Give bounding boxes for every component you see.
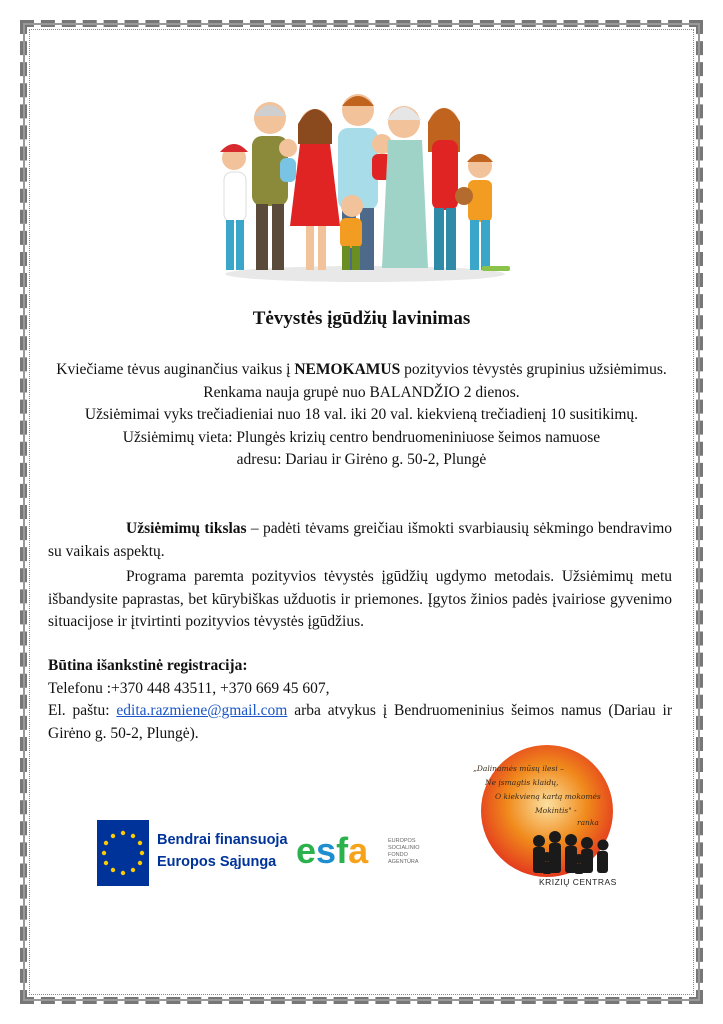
esfa-small-4: AGENTŪRA — [388, 859, 419, 865]
eu-line-1: Bendrai finansuoja — [157, 832, 288, 848]
crisis-quote-2: Ne įsmagtis klaidų, — [485, 778, 559, 787]
intro-line-1: Kviečiame tėvus auginančius vaikus į NEMOKAMUS pozityvios tėvystės grupinius užsiėmimus. — [56, 361, 667, 378]
registration-email-line: El. paštu: edita.razmiene@gmail.com arba atvykus į Bendruomeninius šeimos namus (Dariau ir Girėno g. 50-2, Plungė). — [48, 702, 672, 742]
page-title: Tėvystės įgūdžių lavinimas — [252, 308, 471, 329]
eu-line-2: Europos Sąjunga — [157, 854, 277, 870]
eu-cofunded-logo — [97, 820, 288, 886]
program-text: Programa paremta pozityvios tėvystės įgūdžių ugdymo metodais. Užsiėmimų metu išbandysite paprastas, bet kūrybiškas užduotis ir priemones. Įgytos žinios padės įvairiose gyvenimo situacijose ir įtvirtinti pozityvios tėvystės įgūdžius. — [48, 568, 672, 630]
family-illustration — [212, 88, 518, 284]
esfa-wordmark: esfa — [296, 830, 369, 871]
intro-line-5: adresu: Dariau ir Girėno g. 50-2, Plungė — [236, 451, 487, 468]
registration-heading: Būtina išankstinė registracija: — [48, 657, 248, 674]
crisis-quote-5: ranka — [577, 818, 599, 827]
goal-text: – padėti tėvams greičiau išmokti svarbiausių sėkmingo bendravimo su vaikais aspektų. — [48, 520, 673, 560]
intro-line-2: Renkama nauja grupė nuo BALANDŽIO 2 dienos. — [203, 383, 520, 401]
registration-phone: Telefonu :+370 448 43511, +370 669 45 607, — [48, 679, 330, 697]
goal-label: Užsiėmimų tikslas — [126, 520, 247, 537]
email-link[interactable]: edita.razmiene@gmail.com — [116, 702, 288, 719]
goal-paragraph — [48, 518, 672, 563]
intro-line-4: Užsiėmimų vieta: Plungės krizių centro bendruomeniniuose šeimos namuose — [122, 428, 601, 446]
crisis-center-logo — [455, 745, 635, 893]
intro-line-3: Užsiėmimai vyks trečiadieniai nuo 18 val. iki 20 val. kiekvieną trečiadienį 10 susitikimų. — [84, 406, 639, 423]
intro-block — [48, 359, 675, 472]
crisis-center-name: KRIZIŲ CENTRAS — [539, 877, 617, 887]
program-paragraph — [48, 566, 672, 634]
esfa-small-2: SOCIALINIO — [388, 845, 420, 851]
crisis-quote-3: O kiekvieną kartą mokomės — [495, 792, 601, 801]
esfa-small-3: FONDO — [388, 852, 408, 858]
esfa-small-1: EUROPOS — [388, 838, 416, 844]
crisis-quote-1: „Dalinamės mūsų ilesi – — [473, 764, 564, 773]
registration-block — [48, 655, 672, 745]
esfa-logo — [296, 830, 456, 872]
free-emphasis: NEMOKAMUS — [294, 361, 401, 378]
crisis-quote-4: Mokintis" - — [535, 806, 577, 815]
